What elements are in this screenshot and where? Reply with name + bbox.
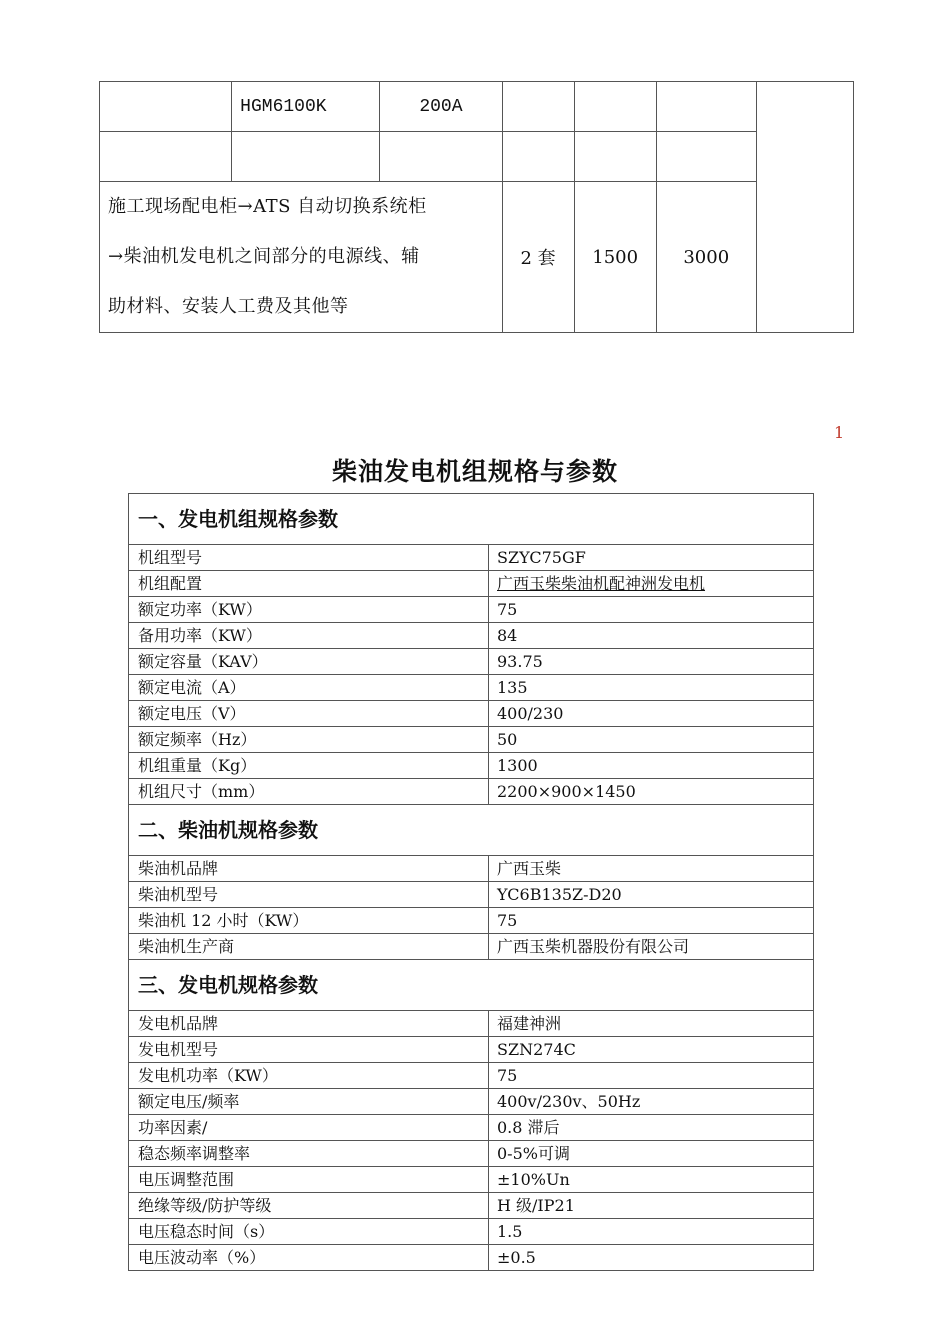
- table-row: [129, 571, 814, 597]
- table-row: [129, 623, 814, 649]
- param-value: 1300: [489, 753, 814, 779]
- param-value: 84: [489, 623, 814, 649]
- table-cell: [574, 82, 656, 132]
- description-cell: [100, 182, 503, 333]
- param-label: 柴油机生产商: [129, 934, 489, 960]
- quotation-table: [99, 81, 854, 333]
- table-row: [129, 727, 814, 753]
- param-label: 绝缘等级/防护等级: [129, 1193, 489, 1219]
- table-row: [129, 908, 814, 934]
- table-row: [129, 753, 814, 779]
- table-row: [100, 182, 854, 333]
- param-value: 75: [489, 1063, 814, 1089]
- table-cell: [756, 82, 853, 333]
- total-cell: 3000: [656, 182, 756, 333]
- table-row: [129, 1115, 814, 1141]
- description-line: 助材料、安装人工费及其他等: [108, 296, 349, 317]
- table-row: [129, 779, 814, 805]
- param-value: [489, 571, 814, 597]
- param-label: 机组型号: [129, 545, 489, 571]
- param-label: 电压调整范围: [129, 1167, 489, 1193]
- model-cell: HGM6100K: [232, 82, 380, 132]
- table-row: [129, 597, 814, 623]
- table-cell: [656, 82, 756, 132]
- description-line: →柴油机发电机之间部分的电源线、辅: [108, 246, 420, 267]
- param-value: 400/230: [489, 701, 814, 727]
- page-number: 1: [834, 423, 845, 442]
- param-label: 电压稳态时间（s）: [129, 1219, 489, 1245]
- param-value: 0-5%可调: [489, 1141, 814, 1167]
- param-value: SZYC75GF: [489, 545, 814, 571]
- page-title: 柴油发电机组规格与参数: [331, 457, 618, 486]
- table-row: [129, 701, 814, 727]
- spec-table: [128, 493, 814, 1271]
- param-label: 备用功率（KW）: [129, 623, 489, 649]
- table-row: [129, 1037, 814, 1063]
- table-cell: [100, 132, 232, 182]
- table-row: [129, 882, 814, 908]
- param-label: 电压波动率（%）: [129, 1245, 489, 1271]
- param-label: 额定电压/频率: [129, 1089, 489, 1115]
- param-label: 额定容量（KAV）: [129, 649, 489, 675]
- param-value: 400v/230v、50Hz: [489, 1089, 814, 1115]
- table-row: [129, 1011, 814, 1037]
- quantity-cell: 2 套: [502, 182, 574, 333]
- param-label: 额定频率（Hz）: [129, 727, 489, 753]
- table-cell: [100, 82, 232, 132]
- table-row: [129, 675, 814, 701]
- param-value: 0.8 滞后: [489, 1115, 814, 1141]
- param-value: 50: [489, 727, 814, 753]
- table-cell: [502, 82, 574, 132]
- table-row: [129, 1167, 814, 1193]
- current-cell: 200A: [380, 82, 502, 132]
- param-label: 发电机品牌: [129, 1011, 489, 1037]
- table-row: [100, 132, 854, 182]
- table-row: [100, 82, 854, 132]
- param-label: 稳态频率调整率: [129, 1141, 489, 1167]
- param-value: 135: [489, 675, 814, 701]
- param-label: 柴油机 12 小时（KW）: [129, 908, 489, 934]
- param-label: 柴油机型号: [129, 882, 489, 908]
- table-cell: [502, 132, 574, 182]
- section-heading: 二、柴油机规格参数: [129, 805, 814, 856]
- spec-table-body: [129, 494, 814, 1271]
- param-value: 广西玉柴机器股份有限公司: [489, 934, 814, 960]
- param-label: 额定电流（A）: [129, 675, 489, 701]
- param-label: 柴油机品牌: [129, 856, 489, 882]
- section-heading: 三、发电机规格参数: [129, 960, 814, 1011]
- param-value: 75: [489, 908, 814, 934]
- param-value: 广西玉柴: [489, 856, 814, 882]
- table-row: [129, 1193, 814, 1219]
- param-label: 额定功率（KW）: [129, 597, 489, 623]
- param-value: 2200×900×1450: [489, 779, 814, 805]
- param-label: 发电机功率（KW）: [129, 1063, 489, 1089]
- table-row: [129, 856, 814, 882]
- table-row: [129, 545, 814, 571]
- param-value-text: 广西玉柴柴油机配神洲发电机: [497, 573, 706, 593]
- param-label: 机组配置: [129, 571, 489, 597]
- table-cell: [656, 132, 756, 182]
- section-heading: 一、发电机组规格参数: [129, 494, 814, 545]
- section-row: [129, 805, 814, 856]
- table-row: [129, 1245, 814, 1271]
- table-row: [129, 1089, 814, 1115]
- table-row: [129, 1219, 814, 1245]
- table-cell: [232, 132, 380, 182]
- param-value: ±10%Un: [489, 1167, 814, 1193]
- param-value: 福建神洲: [489, 1011, 814, 1037]
- table-cell: [380, 132, 502, 182]
- param-value: 93.75: [489, 649, 814, 675]
- section-row: [129, 494, 814, 545]
- param-label: 机组尺寸（mm）: [129, 779, 489, 805]
- param-label: 机组重量（Kg）: [129, 753, 489, 779]
- table-row: [129, 1141, 814, 1167]
- param-value: YC6B135Z-D20: [489, 882, 814, 908]
- param-label: 功率因素/: [129, 1115, 489, 1141]
- param-value: H 级/IP21: [489, 1193, 814, 1219]
- section-row: [129, 960, 814, 1011]
- param-value: 75: [489, 597, 814, 623]
- table-cell: [574, 132, 656, 182]
- param-value: 1.5: [489, 1219, 814, 1245]
- table-row: [129, 649, 814, 675]
- unit-price-cell: 1500: [574, 182, 656, 333]
- table-row: [129, 1063, 814, 1089]
- param-value: SZN274C: [489, 1037, 814, 1063]
- param-label: 额定电压（V）: [129, 701, 489, 727]
- param-label: 发电机型号: [129, 1037, 489, 1063]
- description-line: 施工现场配电柜→ATS 自动切换系统柜: [108, 196, 427, 217]
- table-row: [129, 934, 814, 960]
- param-value: ±0.5: [489, 1245, 814, 1271]
